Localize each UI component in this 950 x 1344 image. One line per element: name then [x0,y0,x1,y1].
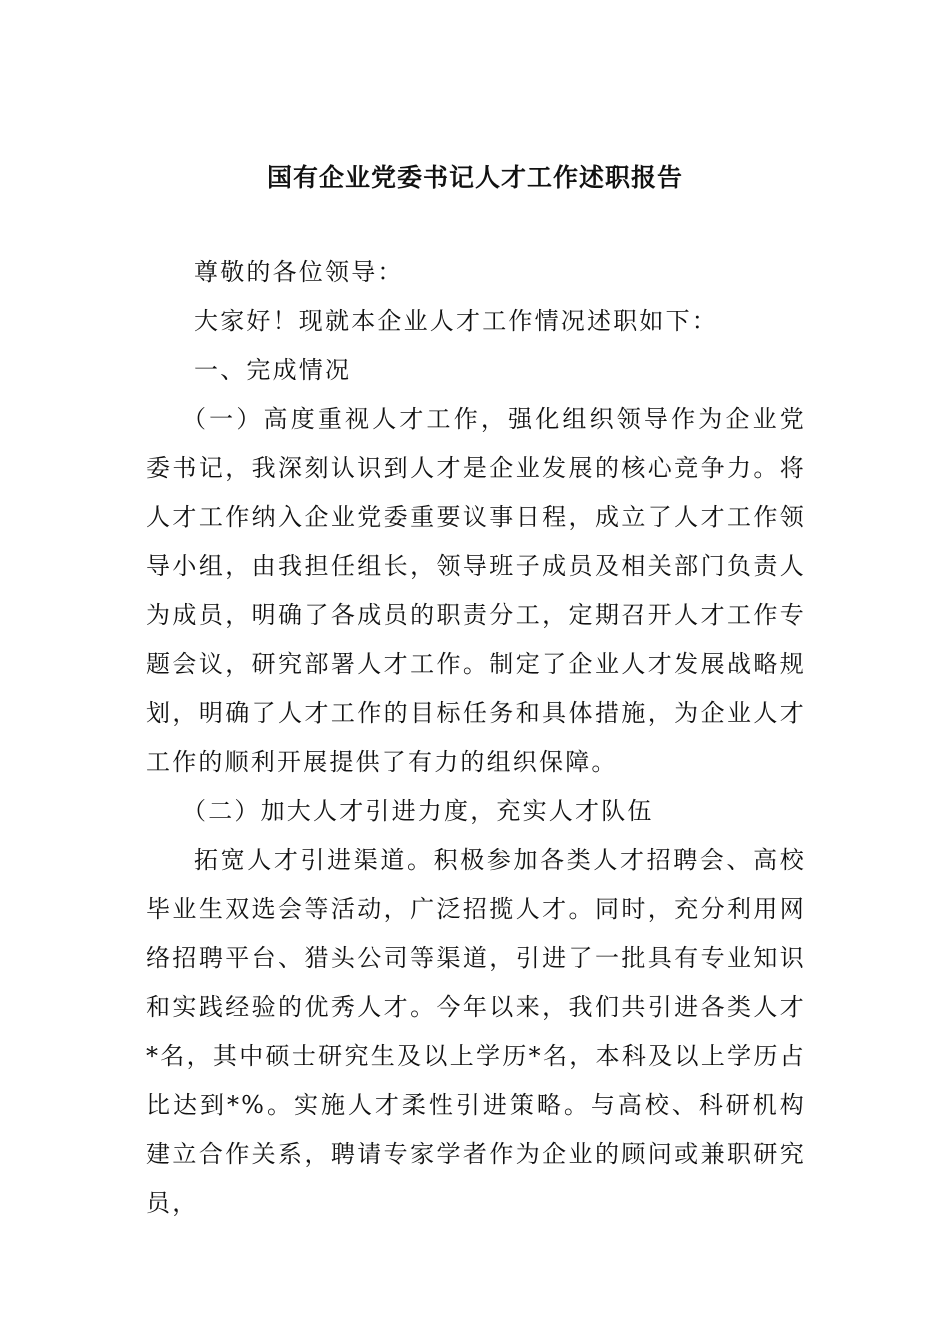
salutation: 尊敬的各位领导： [194,258,404,286]
subheading-talent-introduction: （二）加大人才引进力度，充实人才队伍 [182,797,654,825]
document-title: 国有企业党委书记人才工作述职报告 [266,163,683,192]
paragraph-talent-channels: 拓宽人才引进渠道。积极参加各类人才招聘会、高校毕业生双选会等活动，广泛招揽人才。同时，充分利用网络招聘平台、猎头公司等渠道，引进了一批具有专业知识和实践经验的优秀人才。今年以来，我们共引进各类人才*名，其中硕士研究生及以上学历*名，本科及以上学历占比达到*%。实施人才柔性引进策略。与高校、科研机构建立合作关系，聘请专家学者作为企业的顾问或兼职研究员， [146,846,806,1217]
document-body [146,248,806,1228]
section-heading-completion: 一、完成情况 [194,356,352,384]
greeting: 大家好！现就本企业人才工作情况述职如下： [194,307,718,335]
paragraph-organization-leadership: （一）高度重视人才工作，强化组织领导作为企业党委书记，我深刻认识到人才是企业发展的核心竞争力。将人才工作纳入企业党委重要议事日程，成立了人才工作领导小组，由我担任组长，领导班子成员及相关部门负责人为成员，明确了各成员的职责分工，定期召开人才工作专题会议，研究部署人才工作。制定了企业人才发展战略规划，明确了人才工作的目标任务和具体措施，为企业人才工作的顺利开展提供了有力的组织保障。 [146,405,806,776]
